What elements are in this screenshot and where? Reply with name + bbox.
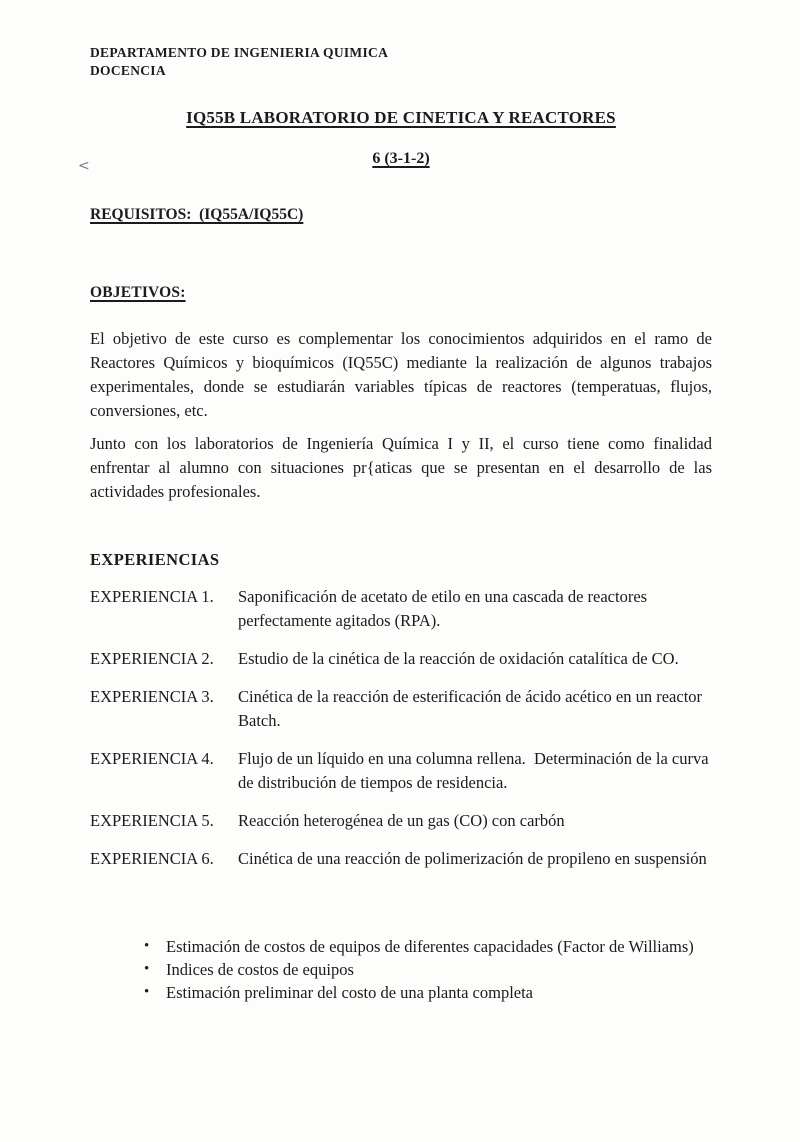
bullet-text: Estimación de costos de equipos de diferentes capacidades (Factor de Williams)	[166, 937, 694, 956]
title-row	[90, 108, 712, 128]
objetivos-paragraph-2: Junto con los laboratorios de Ingeniería Química I y II, el curso tiene como finalidad enfrentar al alumno con situaciones pr{aticas que se presentan en el desarrollo de las actividades profesionales.	[90, 434, 712, 501]
department-line: DEPARTAMENTO DE INGENIERIA QUIMICA	[90, 45, 389, 60]
experiencia-description: Reacción heterogénea de un gas (CO) con carbón	[238, 811, 565, 830]
bullet-text: Indices de costos de equipos	[166, 960, 354, 979]
docencia-line: DOCENCIA	[90, 63, 166, 78]
bullet-text: Estimación preliminar del costo de una planta completa	[166, 983, 534, 1002]
scan-artifact-mark: <	[78, 158, 90, 174]
bullet-list	[144, 935, 712, 1004]
course-credits: 6 (3-1-2)	[372, 150, 430, 167]
experiencia-description: Saponificación de acetato de etilo en una cascada de reactores perfectamente agitados (RPA).	[238, 587, 652, 630]
experiencias-heading: EXPERIENCIAS	[90, 550, 220, 569]
experiencia-label: EXPERIENCIA 3.	[90, 687, 214, 706]
experiencia-label: EXPERIENCIA 5.	[90, 811, 214, 830]
document-header	[90, 44, 712, 80]
list-item	[144, 935, 712, 958]
experiencia-row	[90, 585, 724, 633]
experiencia-description: Estudio de la cinética de la reacción de oxidación catalítica de CO.	[238, 649, 679, 668]
experiencia-description: Cinética de la reacción de esterificación de ácido acético en un reactor Batch.	[238, 687, 707, 730]
experiencia-description: Cinética de una reacción de polimerización de propileno en suspensión	[238, 849, 707, 868]
experiencia-row	[90, 847, 724, 871]
objetivos-heading: OBJETIVOS:	[90, 284, 186, 301]
experiencia-label: EXPERIENCIA 1.	[90, 587, 214, 606]
experiencia-row	[90, 685, 724, 733]
bullet-icon: •	[144, 961, 150, 977]
objetivos-paragraph-1: El objetivo de este curso es complementar los conocimientos adquiridos en el ramo de Reactores Químicos y bioquímicos (IQ55C) mediante la realización de algunos trabajos experimentales, donde se estudiarán variables típicas de reactores (temperatuas, flujos, conversiones, etc.	[90, 329, 712, 420]
credits-row	[90, 150, 712, 168]
experiencia-row	[90, 647, 724, 671]
course-title: IQ55B LABORATORIO DE CINETICA Y REACTORES	[186, 108, 616, 127]
requisitos-heading: REQUISITOS: (IQ55A/IQ55C)	[90, 206, 304, 223]
experiencia-label: EXPERIENCIA 6.	[90, 849, 214, 868]
experiencias-list	[90, 585, 724, 871]
experiencia-description: Flujo de un líquido en una columna rellena. Determinación de la curva de distribución de tiempos de residencia.	[238, 749, 713, 792]
list-item	[144, 958, 712, 981]
experiencia-row	[90, 809, 724, 833]
bullet-icon: •	[144, 984, 150, 1000]
bullet-icon: •	[144, 938, 150, 954]
experiencia-label: EXPERIENCIA 4.	[90, 749, 214, 768]
experiencia-label: EXPERIENCIA 2.	[90, 649, 214, 668]
list-item	[144, 981, 712, 1004]
experiencia-row	[90, 747, 724, 795]
